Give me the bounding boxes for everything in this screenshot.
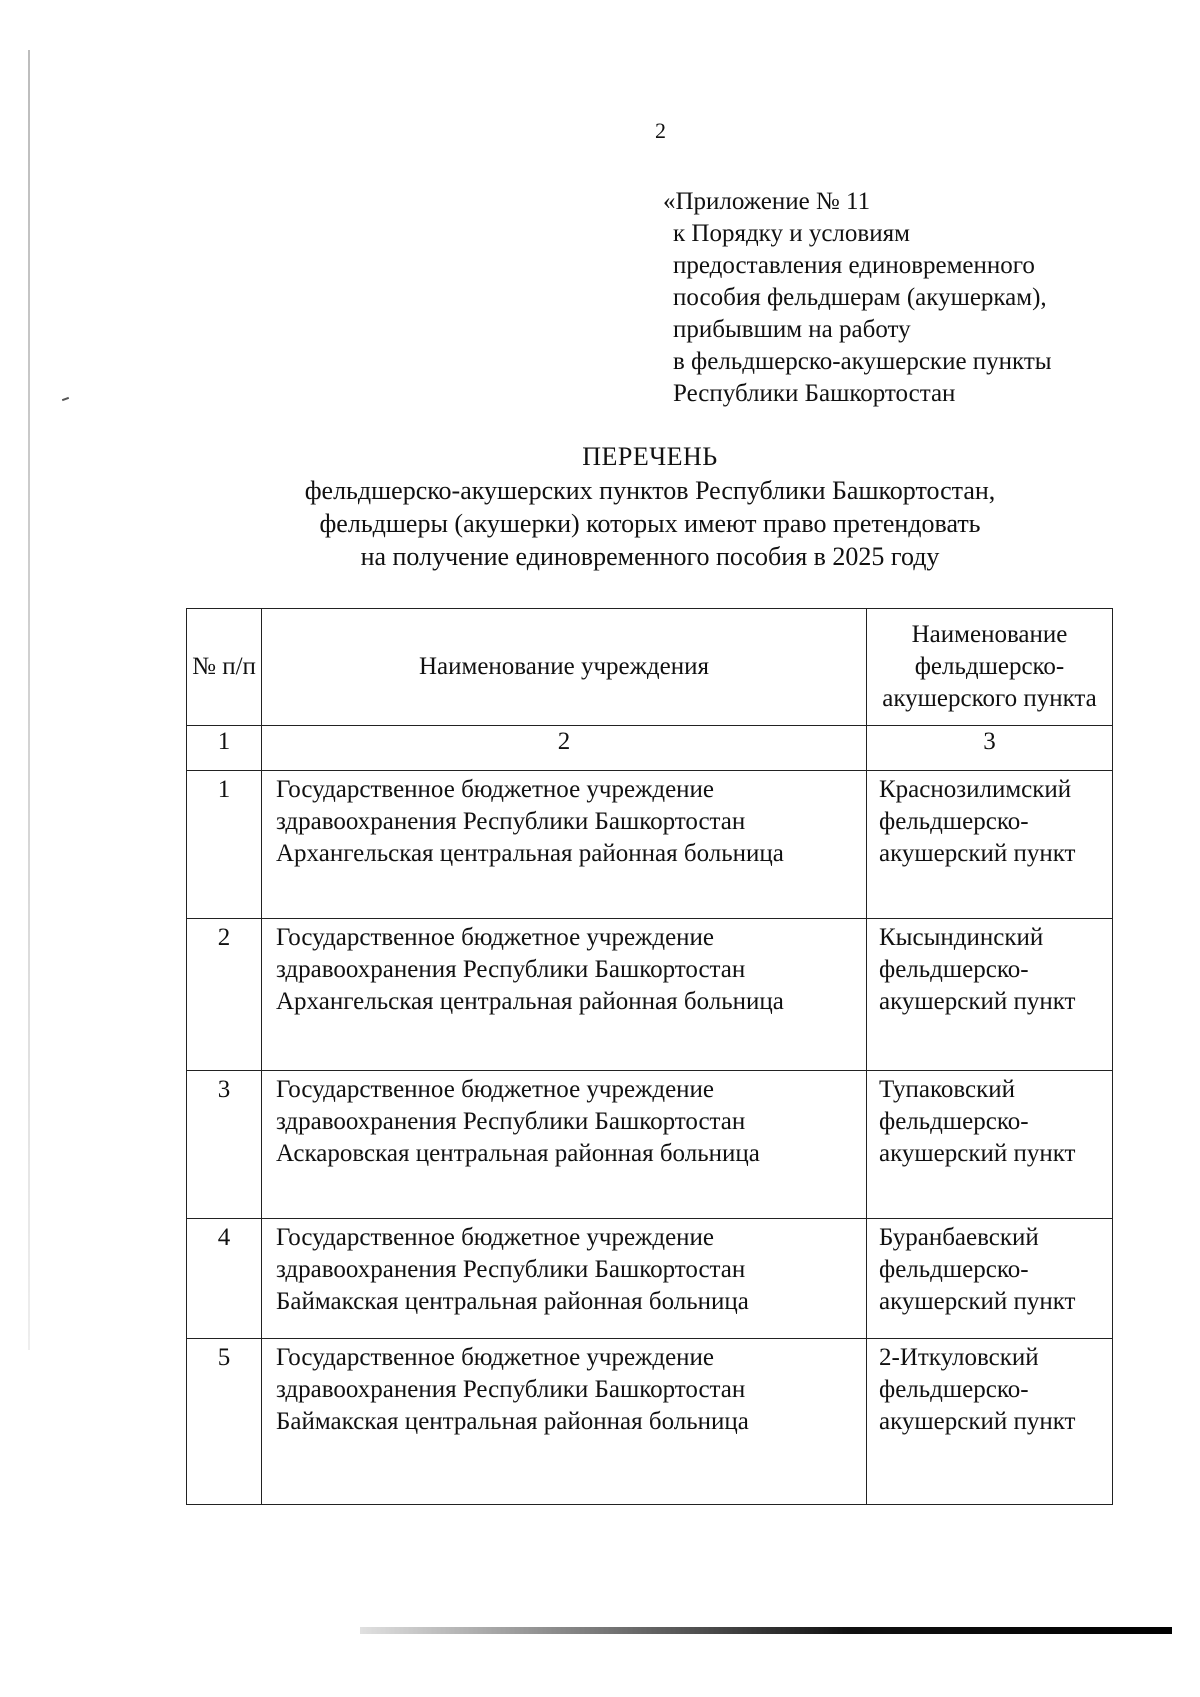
table-row [187,771,1113,919]
index-cell: 1 [187,726,262,771]
index-cell: 2 [262,726,867,771]
header-institution: Наименование учреждения [262,609,867,726]
row-num: 5 [187,1339,262,1505]
row-num: 1 [187,771,262,919]
appendix-line: прибывшим на работу [673,316,911,343]
table-row [187,919,1113,1071]
appendix-line: предоставления единовременного [673,252,1035,279]
title-heading: ПЕРЕЧЕНЬ [582,442,718,471]
row-fap: Краснозилимский фельдшерско-акушерский пункт [867,771,1113,919]
page-number: 2 [655,118,666,143]
appendix-line: к Порядку и условиям [673,220,910,247]
document-title [200,440,1100,573]
table-row [187,1219,1113,1339]
row-institution: Государственное бюджетное учреждение здравоохранения Республики Башкортостан Архангельская центральная районная больница [262,771,867,919]
title-line: фельдшеры (акушерки) которых имеют право претендовать [319,509,981,538]
row-fap: Тупаковский фельдшерско-акушерский пункт [867,1071,1113,1219]
index-cell: 3 [867,726,1113,771]
row-institution: Государственное бюджетное учреждение здравоохранения Республики Башкортостан Баймакская центральная районная больница [262,1219,867,1339]
header-fap: Наименование фельдшерско-акушерского пункта [867,609,1113,726]
scan-speck [62,397,69,401]
appendix-line: пособия фельдшерам (акушеркам), [673,284,1047,311]
row-institution: Государственное бюджетное учреждение здравоохранения Республики Башкортостан Аскаровская центральная районная больница [262,1071,867,1219]
row-num: 2 [187,919,262,1071]
row-fap: 2-Иткуловский фельдшерско-акушерский пункт [867,1339,1113,1505]
row-institution: Государственное бюджетное учреждение здравоохранения Республики Башкортостан Архангельская центральная районная больница [262,919,867,1071]
row-fap: Буранбаевский фельдшерско-акушерский пункт [867,1219,1113,1339]
appendix-caption [663,186,1052,410]
fap-table [186,608,1113,1505]
table-index-row [187,726,1113,771]
table-row [187,1071,1113,1219]
row-institution: Государственное бюджетное учреждение здравоохранения Республики Башкортостан Баймакская центральная районная больница [262,1339,867,1505]
title-line: на получение единовременного пособия в 2025 году [360,542,940,571]
appendix-line: в фельдшерско-акушерские пункты [673,348,1052,375]
scan-edge-line [28,50,30,1350]
row-fap: Кысындинский фельдшерско-акушерский пункт [867,919,1113,1071]
table-header-row [187,609,1113,726]
title-line: фельдшерско-акушерских пунктов Республики Башкортостан, [304,476,996,505]
table-row [187,1339,1113,1505]
row-num: 4 [187,1219,262,1339]
scan-bottom-bar [360,1627,1172,1634]
appendix-line: Республики Башкортостан [673,380,956,407]
header-num: № п/п [187,609,262,726]
row-num: 3 [187,1071,262,1219]
appendix-line: «Приложение № 11 [663,188,871,215]
